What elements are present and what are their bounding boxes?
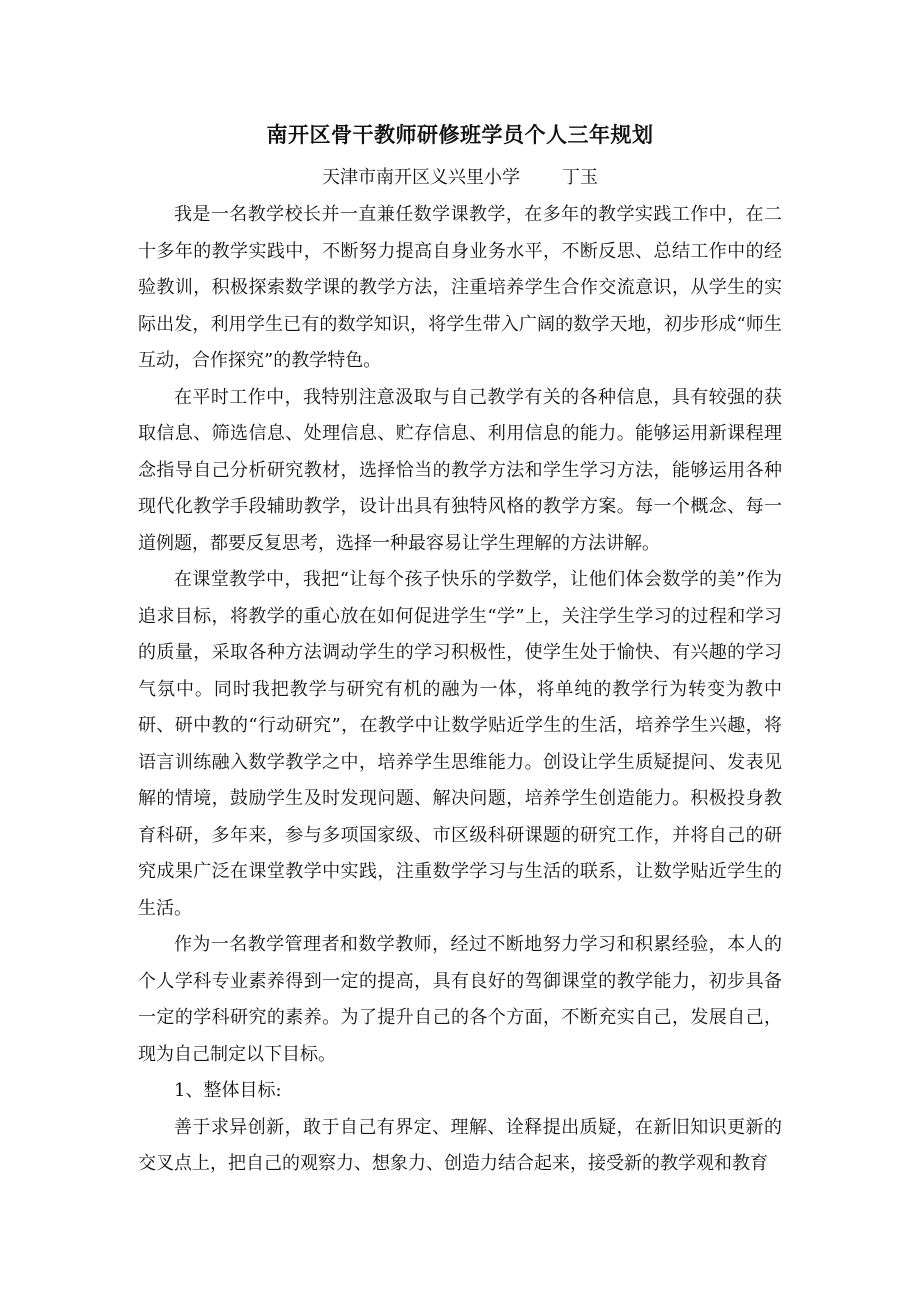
document-title: 南开区骨干教师研修班学员个人三年规划 <box>266 122 654 147</box>
school-name: 天津市南开区义兴里小学 <box>322 167 520 188</box>
paragraph: 在课堂教学中，我把“让每个孩子快乐的学数学，让他们体会数学的美”作为追求目标，将教学的重心放在如何促进学生“学”上，关注学生学习的过程和学习的质量，采取各种方法调动学生的学习积极性，使学生处于愉快、有兴趣的学习气氛中。同时我把教学与研究有机的融为一体，将单纯的教学行为转变为教中研、研中教的“行动研究”，在教学中让数学贴近学生的生活，培养学生兴趣，将语言训练融入数学教学之中，培养学生思维能力。创设让学生质疑提问、发表见解的情境，鼓励学生及时发现问题、解决问题，培养学生创造能力。积极投身教育科研，多年来，参与多项国家级、市区级科研课题的研究工作，并将自己的研究成果广泛在课堂教学中实践，注重数学学习与生活的联系，让数学贴近学生的生活。 <box>138 569 782 919</box>
document-body <box>138 197 782 1183</box>
paragraph: 善于求异创新，敢于自己有界定、理解、诠释提出质疑，在新旧知识更新的交叉点上，把自己的观察力、想象力、创造力结合起来，接受新的教学观和教育 <box>138 1116 782 1174</box>
author-name: 丁玉 <box>562 167 598 188</box>
paragraph: 我是一名教学校长并一直兼任数学课教学，在多年的教学实践工作中，在二十多年的教学实践中，不断努力提高自身业务水平，不断反思、总结工作中的经验教训，积极探索数学课的教学方法，注重培养学生合作交流意识，从学生的实际出发，利用学生已有的数学知识，将学生带入广阔的数学天地，初步形成“师生互动，合作探究”的教学特色。 <box>138 204 782 371</box>
section-heading: 1、整体目标: <box>174 1080 282 1101</box>
paragraph: 在平时工作中，我特别注意汲取与自己教学有关的各种信息，具有较强的获取信息、筛选信息、处理信息、贮存信息、利用信息的能力。能够运用新课程理念指导自己分析研究教材，选择恰当的教学方法和学生学习方法，能够运用各种现代化教学手段辅助教学，设计出具有独特风格的教学方案。每一个概念、每一道例题，都要反复思考，选择一种最容易让学生理解的方法讲解。 <box>138 386 782 554</box>
paragraph: 作为一名教学管理者和数学教师，经过不断地努力学习和积累经验，本人的个人学科专业素养得到一定的提高，具有良好的驾御课堂的教学能力，初步具备一定的学科研究的素养。为了提升自己的各个方面，不断充实自己，发展自己，现为自己制定以下目标。 <box>138 934 782 1065</box>
author-line <box>0 163 920 193</box>
